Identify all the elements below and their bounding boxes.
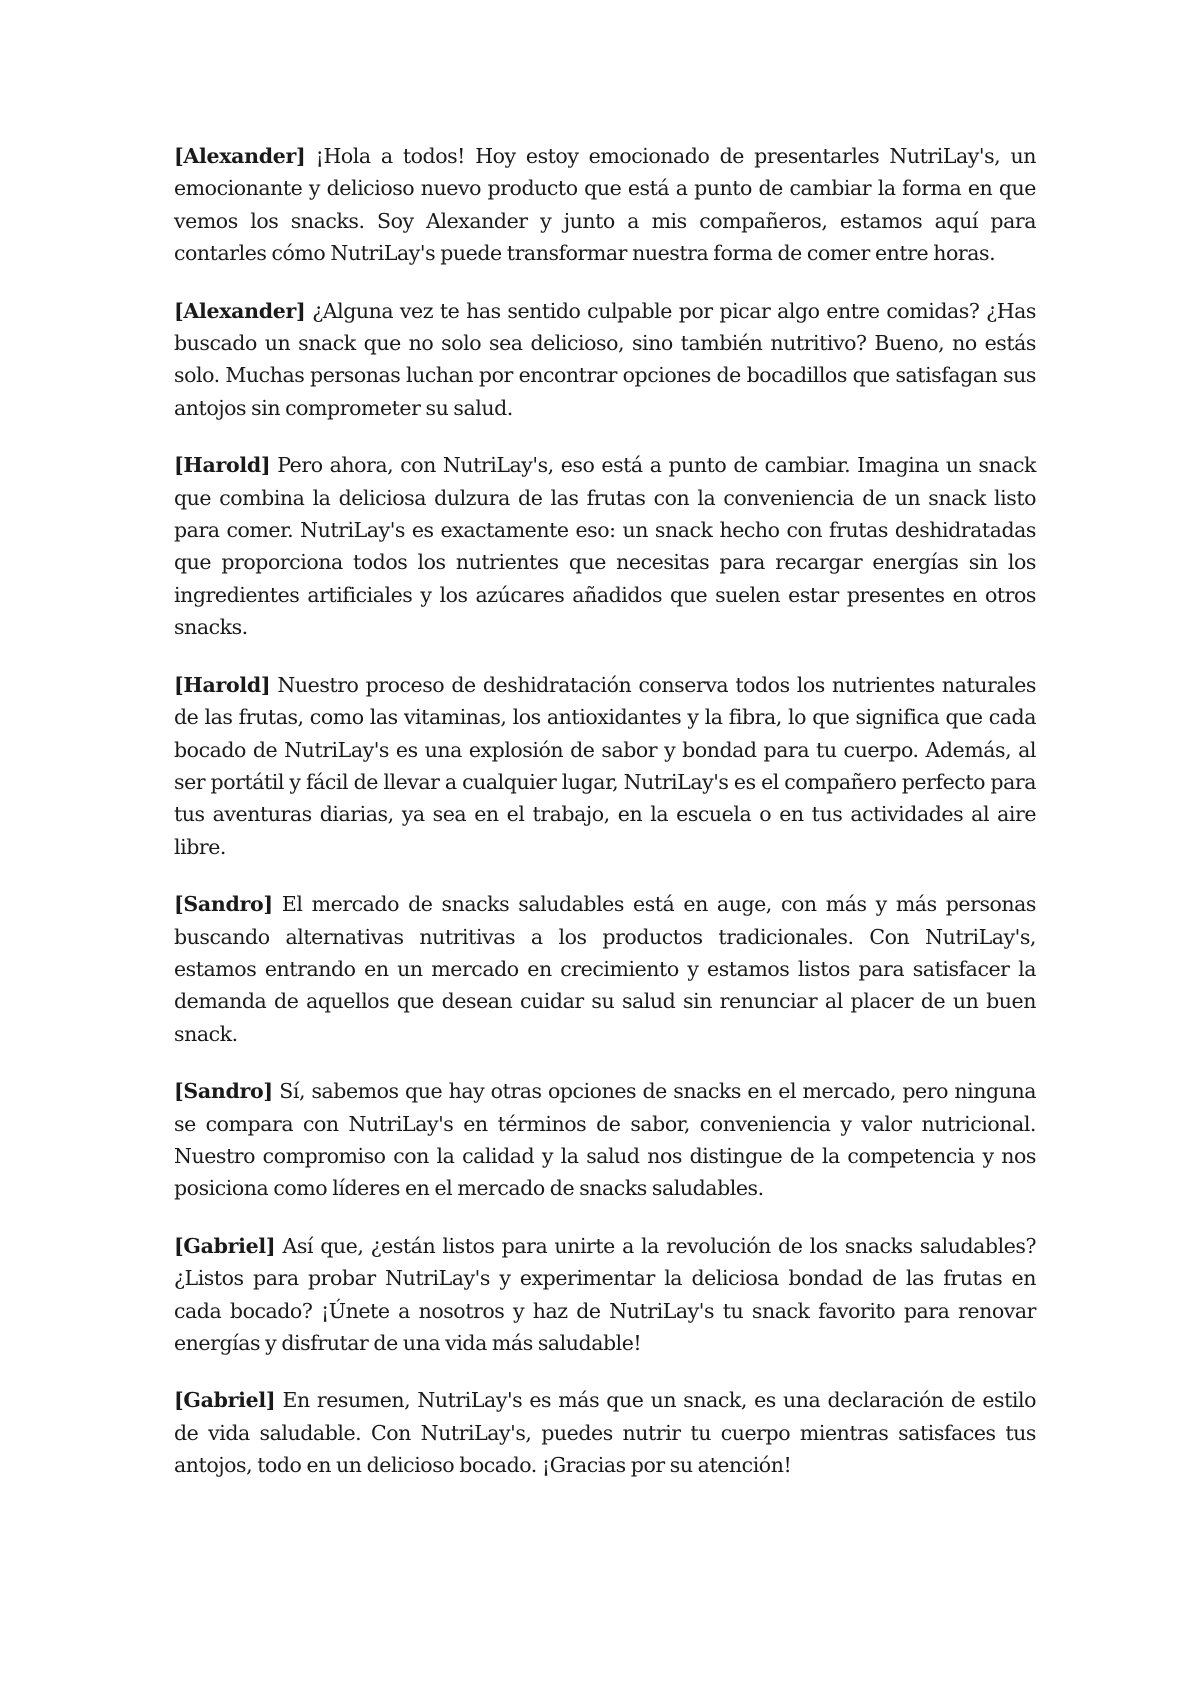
paragraph-5 xyxy=(174,888,1036,1050)
paragraph-text: El mercado de snacks saludables está en auge, con más y más personas buscando alternativas nutritivas a los productos tradicionales. Con NutriLay's, estamos entrando en un mercado en crecimiento y estamos listos para satisfacer la demanda de aquellos que desean cuidar su salud sin renunciar al placer de un buen snack. xyxy=(174,892,1036,1046)
speaker-label: [Gabriel] xyxy=(174,1388,276,1413)
paragraph-3 xyxy=(174,449,1036,643)
speaker-label: [Alexander] xyxy=(174,298,306,323)
paragraph-text: Así que, ¿están listos para unirte a la revolución de los snacks saludables? ¿Listos para probar NutriLay's y experimentar la deliciosa bondad de las frutas en cada bocado? ¡Únete a nosotros y haz de NutriLay's tu snack favorito para renovar energías y disfrutar de una vida más saludable! xyxy=(174,1233,1036,1355)
paragraph-text: Nuestro proceso de deshidratación conserva todos los nutrientes naturales de las frutas, como las vitaminas, los antioxidantes y la fibra, lo que significa que cada bocado de NutriLay's es una explosión de sabor y bondad para tu cuerpo. Además, al ser portátil y fácil de llevar a cualquier lugar, NutriLay's es el compañero perfecto para tus aventuras diarias, ya sea en el trabajo, en la escuela o en tus actividades al aire libre. xyxy=(174,672,1036,859)
paragraph-text: Sí, sabemos que hay otras opciones de snacks en el mercado, pero ninguna se compara con NutriLay's en términos de sabor, conveniencia y valor nutricional. Nuestro compromiso con la calidad y la salud nos distingue de la competencia y nos posiciona como líderes en el mercado de snacks saludables. xyxy=(174,1079,1036,1201)
speaker-label: [Sandro] xyxy=(174,1079,273,1104)
speaker-label: [Sandro] xyxy=(174,892,273,917)
speaker-label: [Alexander] xyxy=(174,144,306,168)
paragraph-text: En resumen, NutriLay's es más que un snack, es una declaración de estilo de vida saludable. Con NutriLay's, puedes nutrir tu cuerpo mientras satisfaces tus antojos, todo en un delicioso bocado. ¡Gracias por su atención! xyxy=(174,1388,1036,1478)
paragraph-4 xyxy=(174,669,1036,863)
paragraph-8 xyxy=(174,1384,1036,1481)
paragraph-text: ¡Hola a todos! Hoy estoy emocionado de presentarles NutriLay's, un emocionante y delicioso nuevo producto que está a punto de cambiar la forma en que vemos los snacks. Soy Alexander y junto a mis compañeros, estamos aquí para contarles cómo NutriLay's puede transformar nuestra forma de comer entre horas. xyxy=(174,144,1036,266)
paragraph-2 xyxy=(174,295,1036,425)
paragraph-7 xyxy=(174,1230,1036,1360)
paragraph-1 xyxy=(174,140,1036,270)
document-body xyxy=(174,140,1036,1507)
paragraph-text: Pero ahora, con NutriLay's, eso está a punto de cambiar. Imagina un snack que combina la deliciosa dulzura de las frutas con la conveniencia de un snack listo para comer. NutriLay's es exactamente eso: un snack hecho con frutas deshidratadas que proporciona todos los nutrientes que necesitas para recargar energías sin los ingredientes artificiales y los azúcares añadidos que suelen estar presentes en otros snacks. xyxy=(174,453,1036,640)
paragraph-6 xyxy=(174,1075,1036,1205)
paragraph-text: ¿Alguna vez te has sentido culpable por picar algo entre comidas? ¿Has buscado un snack que no solo sea delicioso, sino también nutritivo? Bueno, no estás solo. Muchas personas luchan por encontrar opciones de bocadillos que satisfagan sus antojos sin comprometer su salud. xyxy=(174,298,1036,420)
speaker-label: [Harold] xyxy=(174,453,271,478)
speaker-label: [Harold] xyxy=(174,672,271,697)
speaker-label: [Gabriel] xyxy=(174,1233,276,1258)
